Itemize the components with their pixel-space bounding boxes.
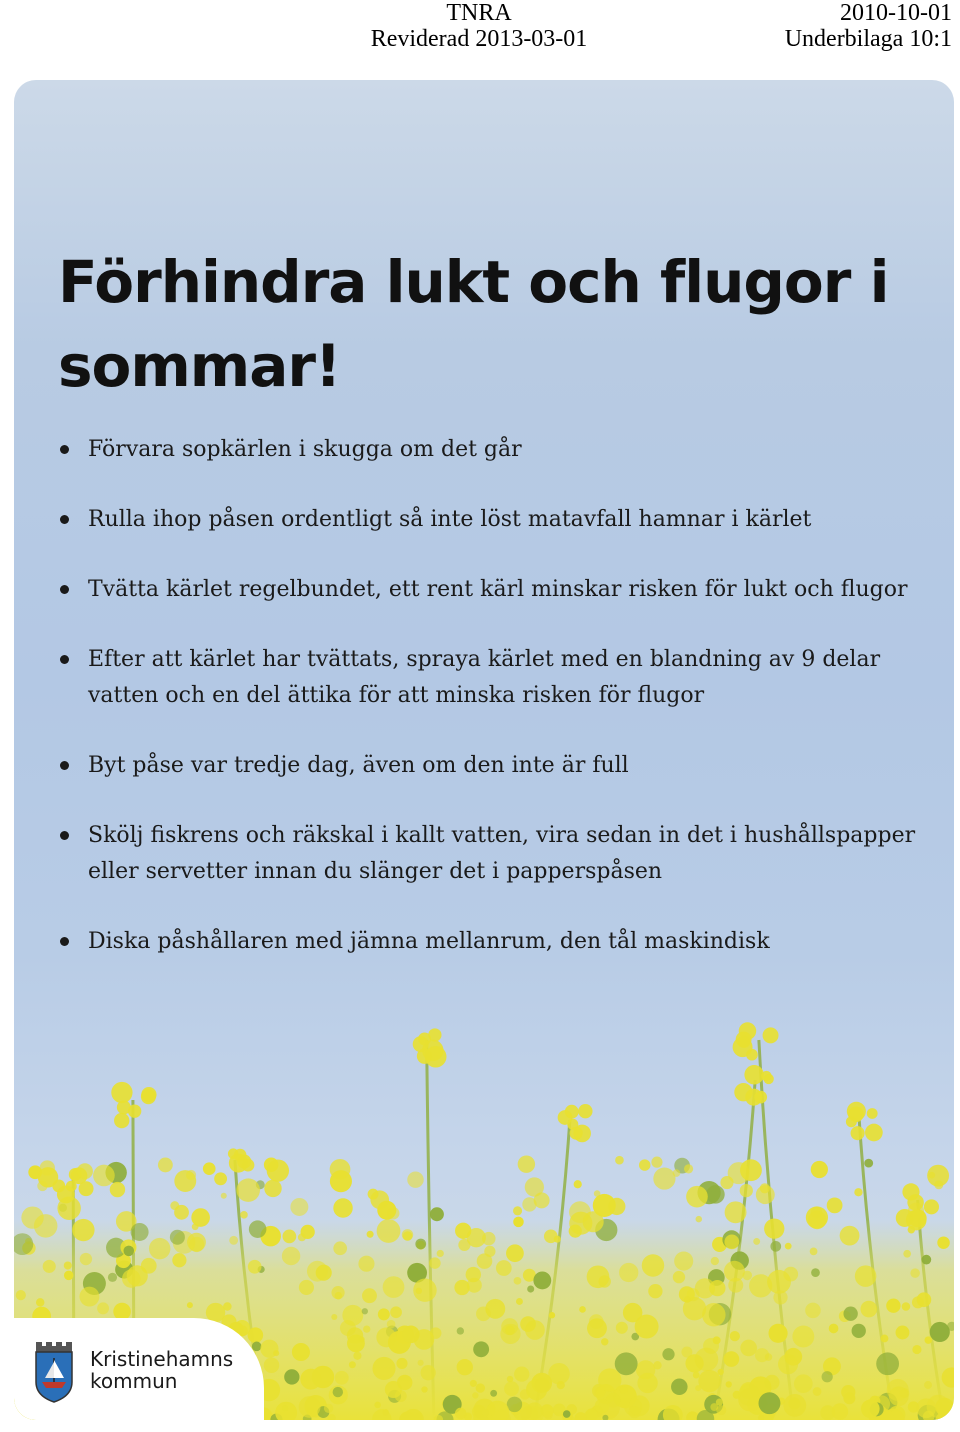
tip-item: [58, 502, 918, 538]
municipality-name: [90, 1348, 233, 1392]
tip-text: Efter att kärlet har tvättats, spraya kärlet med en blandning av 9 delar vatten och en del ättika för att minska risken för flugor: [88, 647, 881, 708]
municipality-name-line1: Kristinehamns: [90, 1347, 234, 1371]
tip-item: [58, 432, 918, 468]
header-org: TNRA: [446, 0, 512, 26]
tip-text: Rulla ihop påsen ordentligt så inte löst matavfall hamnar i kärlet: [88, 507, 812, 532]
tip-item: [58, 572, 918, 608]
header-left: [366, 0, 592, 52]
tip-item: [58, 818, 918, 890]
tip-item: [58, 924, 918, 960]
tip-text: Förvara sopkärlen i skugga om det går: [88, 437, 522, 462]
poster-title: Förhindra lukt och flugor i sommar!: [58, 248, 889, 400]
bullet-icon: [60, 585, 69, 594]
header-attachment: Underbilaga 10:1: [784, 26, 952, 52]
city-crest-icon: [32, 1338, 76, 1404]
bullet-icon: [60, 831, 69, 840]
tip-text: Tvätta kärlet regelbundet, ett rent kärl minskar risken för lukt och flugor: [88, 577, 908, 602]
bullet-icon: [60, 937, 69, 946]
bullet-icon: [60, 761, 69, 770]
tip-text: Byt påse var tredje dag, även om den inte är full: [88, 753, 629, 778]
header-date: 2010-10-01: [840, 0, 952, 26]
tip-item: [58, 642, 918, 714]
tips-list: [58, 432, 918, 994]
header-right: [785, 0, 952, 52]
bullet-icon: [60, 445, 69, 454]
tip-item: [58, 748, 918, 784]
bullet-icon: [60, 655, 69, 664]
bullet-icon: [60, 515, 69, 524]
poster: [14, 80, 954, 1420]
municipality-name-line2: kommun: [90, 1369, 178, 1393]
tip-text: Diska påshållaren med jämna mellanrum, den tål maskindisk: [88, 929, 770, 954]
municipality-logo: [14, 1318, 264, 1420]
tip-text: Skölj fiskrens och räkskal i kallt vatten, vira sedan in det i hushållspapper eller servetter innan du slänger det i papperspåsen: [88, 823, 916, 884]
header-revised: Reviderad 2013-03-01: [370, 26, 588, 52]
